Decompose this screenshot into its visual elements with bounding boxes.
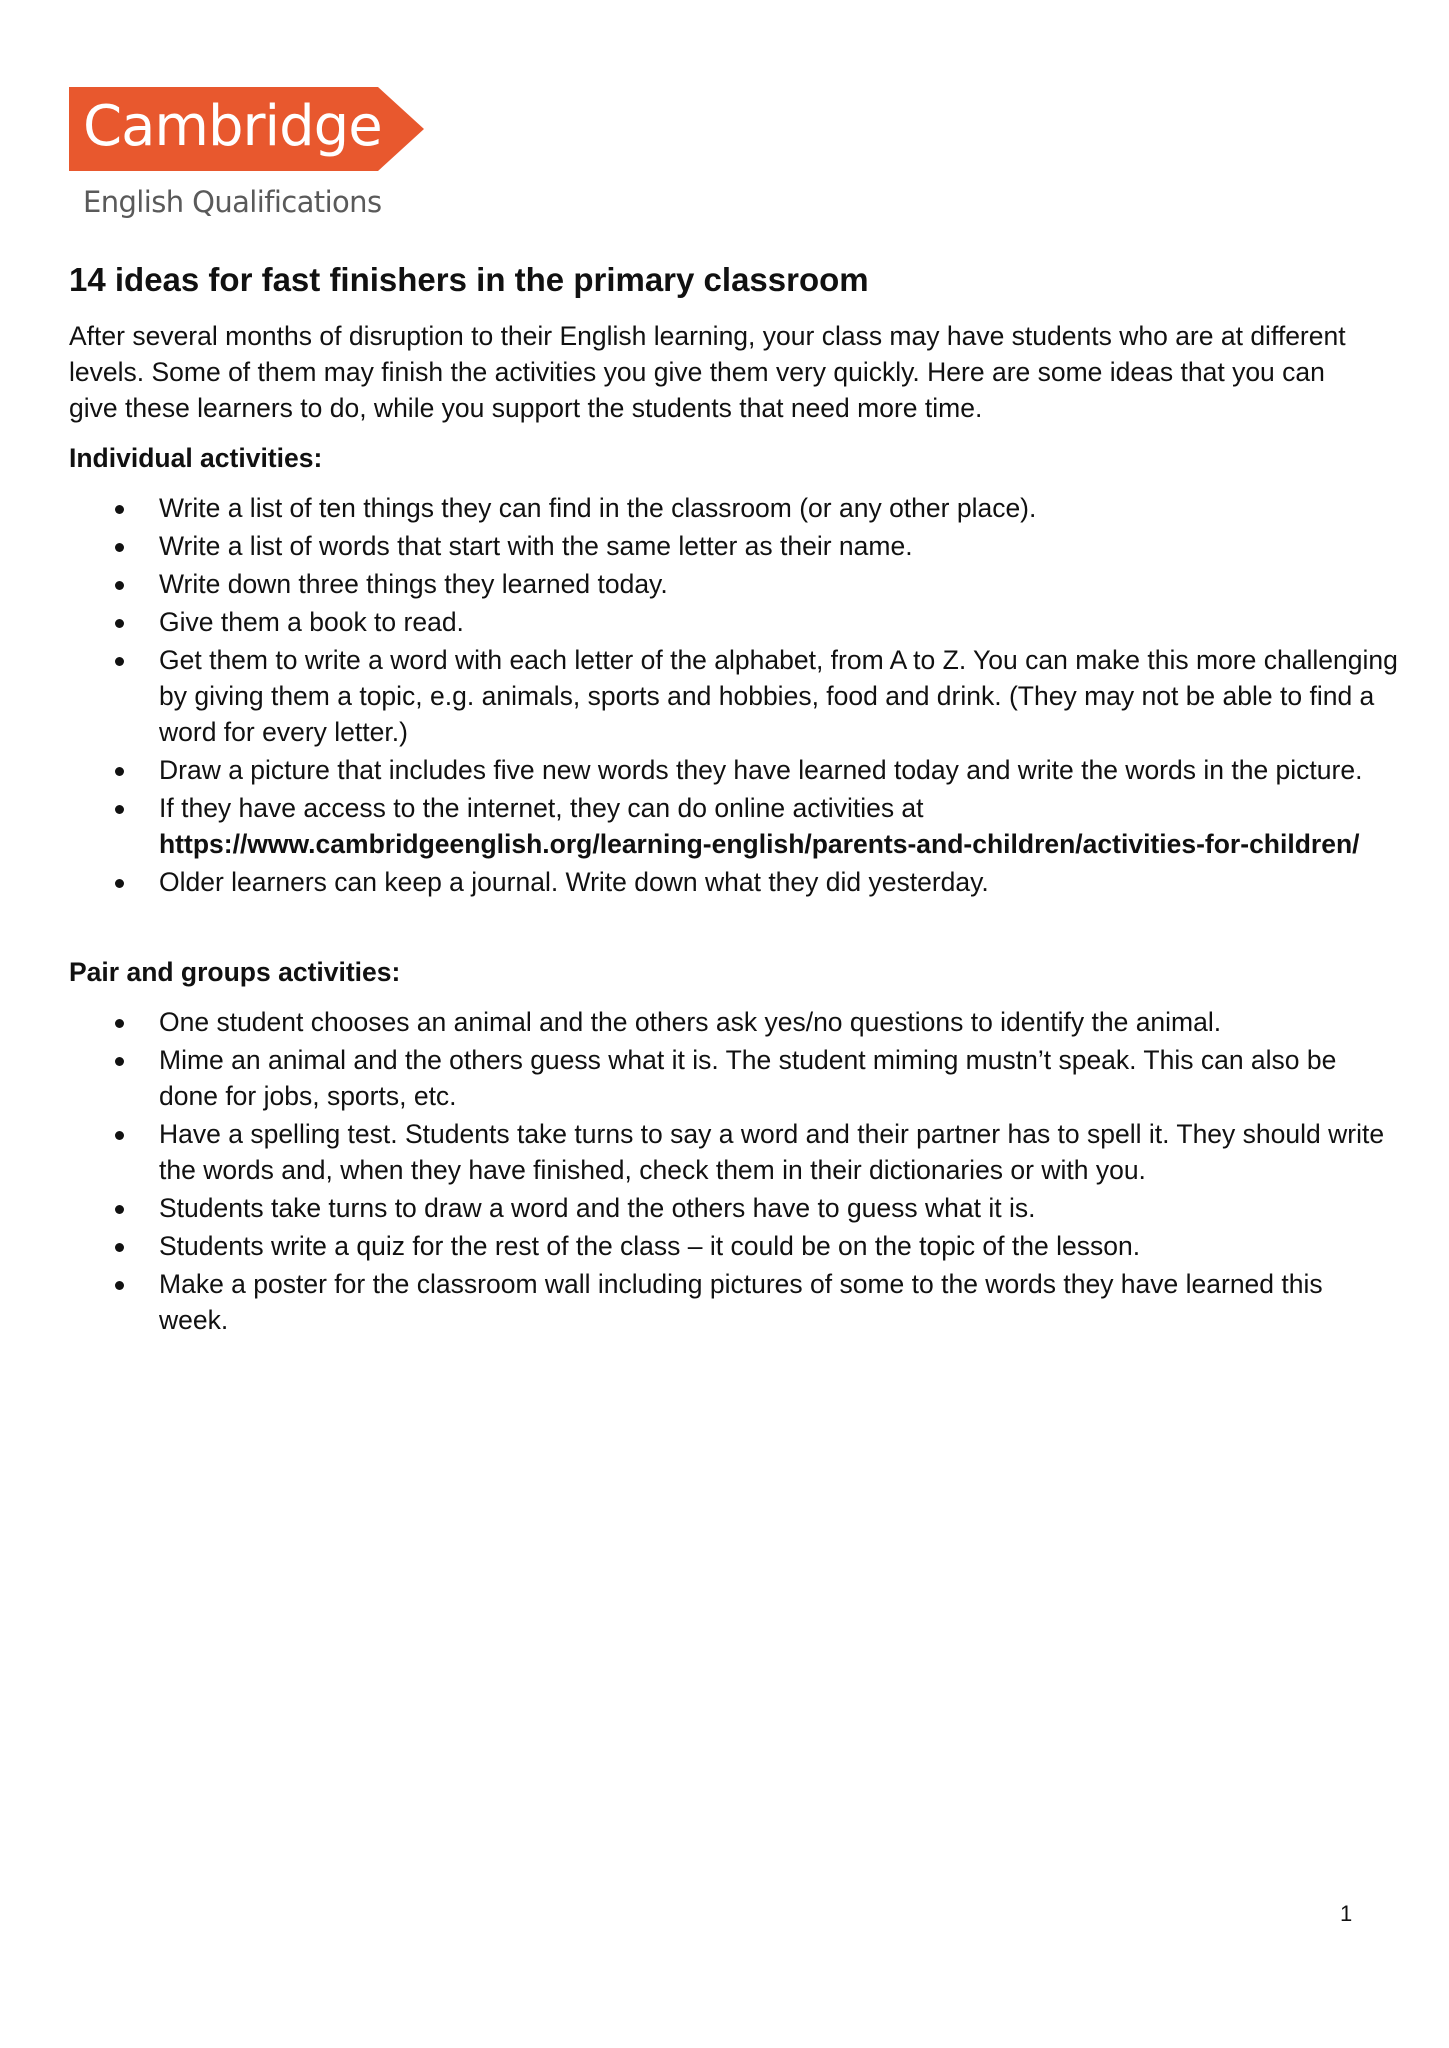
bullet-icon — [115, 505, 124, 514]
intro-paragraph: After several months of disruption to their English learning, your class may have students who are at different levels. Some of them may finish the activities you give them very quickly. Here are some ideas that you can give these learners to do, while you support the students that need more time. — [69, 321, 1346, 423]
list-item: Students write a quiz for the rest of the class – it could be on the topic of the lesson. — [69, 1228, 1399, 1264]
bullet-icon — [115, 543, 124, 552]
logo-subtitle: English Qualifications — [83, 185, 382, 219]
list-item: Make a poster for the classroom wall including pictures of some to the words they have learned this week. — [69, 1266, 1399, 1338]
list-item: Have a spelling test. Students take turns to say a word and their partner has to spell it. They should write the words and, when they have finished, check them in their dictionaries or with you. — [69, 1116, 1399, 1188]
bullet-icon — [115, 1281, 124, 1290]
bullet-icon — [115, 805, 124, 814]
page-title: 14 ideas for fast finishers in the primary classroom — [69, 261, 869, 298]
list-item: Give them a book to read. — [69, 604, 1399, 640]
bullet-icon — [115, 657, 124, 666]
logo-wordmark: Cambridge — [83, 94, 382, 159]
list-item: Draw a picture that includes five new words they have learned today and write the words in the picture. — [69, 752, 1399, 788]
list-item: Write down three things they learned today. — [69, 566, 1399, 602]
list-item: Students take turns to draw a word and the others have to guess what it is. — [69, 1190, 1399, 1226]
activities-link[interactable]: https://www.cambridgeenglish.org/learning-english/parents-and-children/activities-for-children/ — [159, 829, 1360, 859]
pair-group-activities-list — [69, 1004, 1385, 1338]
document-body — [69, 256, 1398, 1340]
list-item: One student chooses an animal and the others ask yes/no questions to identify the animal. — [69, 1004, 1399, 1040]
bullet-icon — [115, 619, 124, 628]
bullet-icon — [115, 1205, 124, 1214]
list-item: If they have access to the internet, they can do online activities at https://www.cambridgeenglish.org/learning-english/parents-and-children/activities-for-children/ — [69, 790, 1399, 862]
page-number: 1 — [1340, 1901, 1353, 1926]
pair-group-activities-heading: Pair and groups activities: — [69, 957, 401, 987]
bullet-icon — [115, 1131, 124, 1140]
bullet-icon — [115, 1057, 124, 1066]
bullet-icon — [115, 1243, 124, 1252]
list-item: Write a list of words that start with the same letter as their name. — [69, 528, 1399, 564]
section-spacer — [69, 902, 1369, 954]
list-item: Mime an animal and the others guess what it is. The student miming mustn’t speak. This can also be done for jobs, sports, etc. — [69, 1042, 1399, 1114]
bullet-icon — [115, 879, 124, 888]
bullet-icon — [115, 767, 124, 776]
bullet-icon — [115, 581, 124, 590]
list-item: Older learners can keep a journal. Write down what they did yesterday. — [69, 864, 1399, 900]
individual-activities-heading: Individual activities: — [69, 443, 323, 473]
bullet-icon — [115, 1019, 124, 1028]
list-item: Get them to write a word with each letter of the alphabet, from A to Z. You can make this more challenging by giving them a topic, e.g. animals, sports and hobbies, food and drink. (They may not be able to find a word for every letter.) — [69, 642, 1399, 750]
cambridge-logo — [69, 87, 424, 171]
individual-activities-list — [69, 490, 1398, 900]
list-item: Write a list of ten things they can find in the classroom (or any other place). — [69, 490, 1399, 526]
